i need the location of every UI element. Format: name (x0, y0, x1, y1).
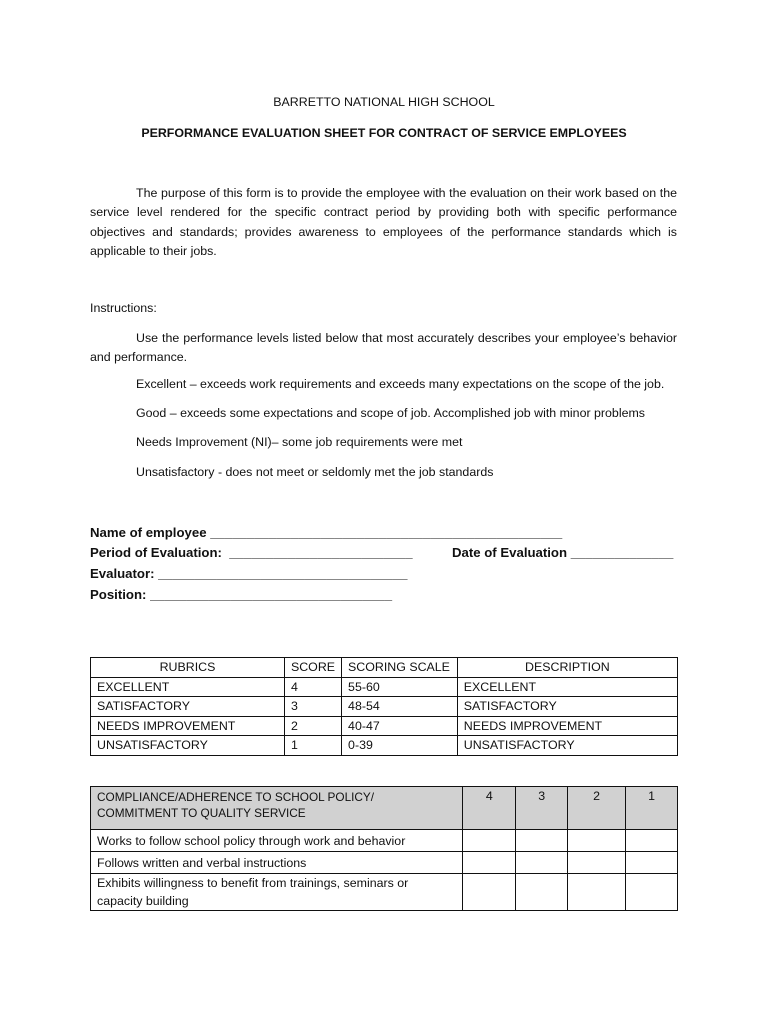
score-cell: 3 (284, 697, 341, 717)
score-4-header: 4 (463, 787, 516, 830)
position-field[interactable]: Position: _________________________________ (90, 587, 393, 602)
level-good: Good – exceeds some expectations and scope of job. Accomplished job with minor problems (136, 406, 645, 420)
description-cell: UNSATISFACTORY (457, 736, 677, 756)
score-cell: 1 (284, 736, 341, 756)
rating-cell-4[interactable] (463, 830, 516, 852)
score-cell: 4 (284, 677, 341, 697)
criterion-cell: Works to follow school policy through work and behavior (91, 830, 463, 852)
score-header: SCORE (284, 658, 341, 678)
instructions-heading: Instructions: (90, 301, 157, 315)
rating-cell-2[interactable] (568, 852, 626, 874)
rating-cell-3[interactable] (516, 852, 568, 874)
employee-name-field[interactable]: Name of employee ________________________________________________ (90, 525, 563, 540)
level-excellent: Excellent – exceeds work requirements and exceeds many expectations on the scope of the job. (136, 377, 665, 391)
table-row (91, 677, 678, 697)
evaluation-period-field[interactable]: Period of Evaluation: _________________________ (90, 545, 413, 560)
description-header: DESCRIPTION (457, 658, 677, 678)
scoring-scale-header: SCORING SCALE (342, 658, 458, 678)
table-row (91, 830, 678, 852)
rating-cell-3[interactable] (516, 874, 568, 911)
scale-cell: 40-47 (342, 716, 458, 736)
table-row (91, 874, 678, 911)
compliance-header-row (91, 787, 678, 830)
score-2-header: 2 (568, 787, 626, 830)
table-row (91, 736, 678, 756)
rating-cell-4[interactable] (463, 874, 516, 911)
rating-cell-1[interactable] (626, 852, 678, 874)
rubric-cell: EXCELLENT (91, 677, 285, 697)
purpose-paragraph: The purpose of this form is to provide the employee with the evaluation on their work based on the service level rendered for the specific contract period by providing both with specific performance objectives and standards; provides awareness to employees of the performance standards which is applicable to their jobs. (90, 186, 677, 258)
rating-cell-1[interactable] (626, 830, 678, 852)
evaluator-field[interactable]: Evaluator: __________________________________ (90, 566, 408, 581)
rubrics-header: RUBRICS (91, 658, 285, 678)
compliance-heading: COMPLIANCE/ADHERENCE TO SCHOOL POLICY/ COMMITMENT TO QUALITY SERVICE (91, 787, 463, 830)
evaluation-date-field[interactable]: Date of Evaluation ______________ (452, 545, 674, 560)
score-3-header: 3 (516, 787, 568, 830)
table-row (91, 716, 678, 736)
table-row (91, 697, 678, 717)
rating-cell-3[interactable] (516, 830, 568, 852)
score-cell: 2 (284, 716, 341, 736)
description-cell: SATISFACTORY (457, 697, 677, 717)
rubric-cell: NEEDS IMPROVEMENT (91, 716, 285, 736)
rubric-cell: SATISFACTORY (91, 697, 285, 717)
school-name: BARRETTO NATIONAL HIGH SCHOOL (273, 95, 495, 109)
level-unsatisfactory: Unsatisfactory - does not meet or seldomly met the job standards (136, 465, 494, 479)
page-title: PERFORMANCE EVALUATION SHEET FOR CONTRACT OF SERVICE EMPLOYEES (141, 126, 627, 140)
scale-cell: 48-54 (342, 697, 458, 717)
rubrics-table (90, 657, 678, 756)
scale-cell: 55-60 (342, 677, 458, 697)
compliance-table (90, 786, 678, 911)
criterion-cell: Exhibits willingness to benefit from trainings, seminars or capacity building (91, 874, 463, 911)
rating-cell-1[interactable] (626, 874, 678, 911)
level-needs-improvement: Needs Improvement (NI)– some job requirements were met (136, 435, 463, 449)
rubrics-header-row (91, 658, 678, 678)
score-1-header: 1 (626, 787, 678, 830)
description-cell: EXCELLENT (457, 677, 677, 697)
criterion-cell: Follows written and verbal instructions (91, 852, 463, 874)
rating-cell-2[interactable] (568, 874, 626, 911)
scale-cell: 0-39 (342, 736, 458, 756)
instructions-body: Use the performance levels listed below that most accurately describes your employee’s behavior and performance. (90, 331, 677, 365)
rubric-cell: UNSATISFACTORY (91, 736, 285, 756)
rating-cell-4[interactable] (463, 852, 516, 874)
table-row (91, 852, 678, 874)
rating-cell-2[interactable] (568, 830, 626, 852)
description-cell: NEEDS IMPROVEMENT (457, 716, 677, 736)
